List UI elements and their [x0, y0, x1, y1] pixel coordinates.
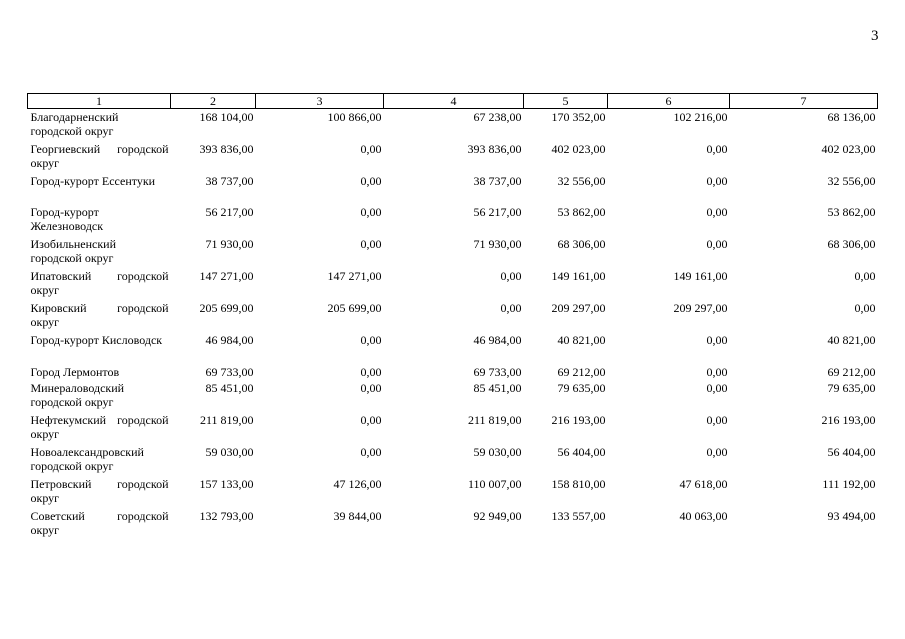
row-name: Город-курорт Железноводск [30, 205, 104, 233]
cell-col3: 47 126,00 [333, 477, 382, 491]
cell-col5: 79 635,00 [557, 381, 606, 395]
row-name: Благодарненский городской округ [30, 110, 119, 138]
cell-col3: 0,00 [360, 174, 382, 188]
column-header-7: 7 [730, 94, 878, 109]
row-name: Город-курорт Ессентуки [30, 174, 156, 188]
budget-table [27, 93, 878, 540]
cell-col4: 393 836,00 [467, 142, 522, 156]
cell-col6: 0,00 [706, 333, 728, 347]
cell-col3: 0,00 [360, 142, 382, 156]
table-row [28, 300, 878, 332]
cell-col6: 0,00 [706, 205, 728, 219]
cell-col2: 85 451,00 [205, 381, 254, 395]
cell-col6: 0,00 [706, 381, 728, 395]
table-row [28, 173, 878, 204]
cell-col7: 111 192,00 [822, 477, 876, 491]
cell-col2: 71 930,00 [205, 237, 254, 251]
cell-col2: 56 217,00 [205, 205, 254, 219]
cell-col3: 39 844,00 [333, 509, 382, 523]
row-name: Кировский городской округ [30, 301, 169, 329]
cell-col6: 209 297,00 [673, 301, 728, 315]
cell-col4: 69 733,00 [473, 365, 522, 379]
cell-col4: 59 030,00 [473, 445, 522, 459]
cell-col7: 0,00 [854, 269, 876, 283]
cell-col4: 67 238,00 [473, 110, 522, 124]
cell-col3: 0,00 [360, 445, 382, 459]
cell-col6: 0,00 [706, 237, 728, 251]
cell-col2: 69 733,00 [205, 365, 254, 379]
cell-col7: 93 494,00 [827, 509, 876, 523]
row-name: Георгиевский городской округ [30, 142, 169, 170]
cell-col3: 0,00 [360, 205, 382, 219]
page-number: 3 [871, 28, 879, 44]
row-name: Город Лермонтов [30, 365, 120, 379]
cell-col6: 0,00 [706, 142, 728, 156]
row-name: Новоалександровский городской округ [30, 445, 144, 473]
cell-col3: 0,00 [360, 237, 382, 251]
cell-col6: 40 063,00 [679, 509, 728, 523]
cell-col6: 47 618,00 [679, 477, 728, 491]
row-name: Советский городской округ [30, 509, 169, 537]
cell-col6: 149 161,00 [673, 269, 728, 283]
table-row [28, 141, 878, 173]
column-header-4: 4 [384, 94, 524, 109]
cell-col7: 79 635,00 [827, 381, 876, 395]
cell-col5: 170 352,00 [551, 110, 606, 124]
cell-col3: 0,00 [360, 365, 382, 379]
table-row [28, 444, 878, 476]
column-header-6: 6 [608, 94, 730, 109]
cell-col4: 0,00 [500, 301, 522, 315]
cell-col4: 211 819,00 [467, 413, 522, 427]
column-header-1: 1 [28, 94, 171, 109]
cell-col2: 147 271,00 [199, 269, 254, 283]
cell-col7: 216 193,00 [821, 413, 876, 427]
column-header-2: 2 [171, 94, 256, 109]
cell-col5: 40 821,00 [557, 333, 606, 347]
cell-col5: 209 297,00 [551, 301, 606, 315]
cell-col5: 133 557,00 [551, 509, 606, 523]
cell-col4: 71 930,00 [473, 237, 522, 251]
table-header-row [28, 94, 878, 109]
cell-col3: 0,00 [360, 333, 382, 347]
cell-col7: 53 862,00 [827, 205, 876, 219]
row-name: Минераловодский городской округ [30, 381, 125, 409]
cell-col5: 149 161,00 [551, 269, 606, 283]
row-name: Изобильненский городской округ [30, 237, 116, 265]
cell-col5: 53 862,00 [557, 205, 606, 219]
column-header-5: 5 [524, 94, 608, 109]
cell-col6: 0,00 [706, 445, 728, 459]
table-row [28, 268, 878, 300]
table-row [28, 332, 878, 364]
cell-col4: 38 737,00 [473, 174, 522, 188]
cell-col7: 0,00 [854, 301, 876, 315]
table-row [28, 508, 878, 540]
cell-col2: 59 030,00 [205, 445, 254, 459]
cell-col2: 157 133,00 [199, 477, 254, 491]
table-row [28, 364, 878, 380]
cell-col7: 68 306,00 [827, 237, 876, 251]
cell-col3: 0,00 [360, 381, 382, 395]
cell-col7: 69 212,00 [827, 365, 876, 379]
cell-col5: 69 212,00 [557, 365, 606, 379]
cell-col5: 158 810,00 [551, 477, 606, 491]
cell-col2: 205 699,00 [199, 301, 254, 315]
cell-col2: 393 836,00 [199, 142, 254, 156]
cell-col4: 46 984,00 [473, 333, 522, 347]
cell-col5: 402 023,00 [551, 142, 606, 156]
cell-col5: 216 193,00 [551, 413, 606, 427]
cell-col3: 147 271,00 [327, 269, 382, 283]
cell-col4: 56 217,00 [473, 205, 522, 219]
cell-col6: 0,00 [706, 174, 728, 188]
cell-col6: 0,00 [706, 413, 728, 427]
cell-col4: 92 949,00 [473, 509, 522, 523]
cell-col4: 0,00 [500, 269, 522, 283]
row-name: Петровский городской округ [30, 477, 169, 505]
table-row [28, 236, 878, 268]
column-header-3: 3 [256, 94, 384, 109]
cell-col2: 46 984,00 [205, 333, 254, 347]
cell-col3: 205 699,00 [327, 301, 382, 315]
cell-col5: 68 306,00 [557, 237, 606, 251]
cell-col3: 100 866,00 [327, 110, 382, 124]
row-name: Город-курорт Кисловодск [30, 333, 163, 347]
table-row [28, 476, 878, 508]
table-row [28, 109, 878, 142]
cell-col4: 110 007,00 [467, 477, 522, 491]
cell-col7: 402 023,00 [821, 142, 876, 156]
cell-col7: 32 556,00 [827, 174, 876, 188]
table-row [28, 380, 878, 412]
cell-col2: 211 819,00 [199, 413, 254, 427]
cell-col2: 38 737,00 [205, 174, 254, 188]
cell-col7: 56 404,00 [827, 445, 876, 459]
cell-col3: 0,00 [360, 413, 382, 427]
table-row [28, 412, 878, 444]
row-name: Ипатовский городской округ [30, 269, 169, 297]
row-name: Нефтекумский городской округ [30, 413, 169, 441]
cell-col4: 85 451,00 [473, 381, 522, 395]
cell-col7: 40 821,00 [827, 333, 876, 347]
cell-col2: 168 104,00 [199, 110, 254, 124]
cell-col6: 102 216,00 [673, 110, 728, 124]
table-row [28, 204, 878, 236]
cell-col2: 132 793,00 [199, 509, 254, 523]
cell-col5: 32 556,00 [557, 174, 606, 188]
cell-col6: 0,00 [706, 365, 728, 379]
cell-col5: 56 404,00 [557, 445, 606, 459]
cell-col7: 68 136,00 [827, 110, 876, 124]
